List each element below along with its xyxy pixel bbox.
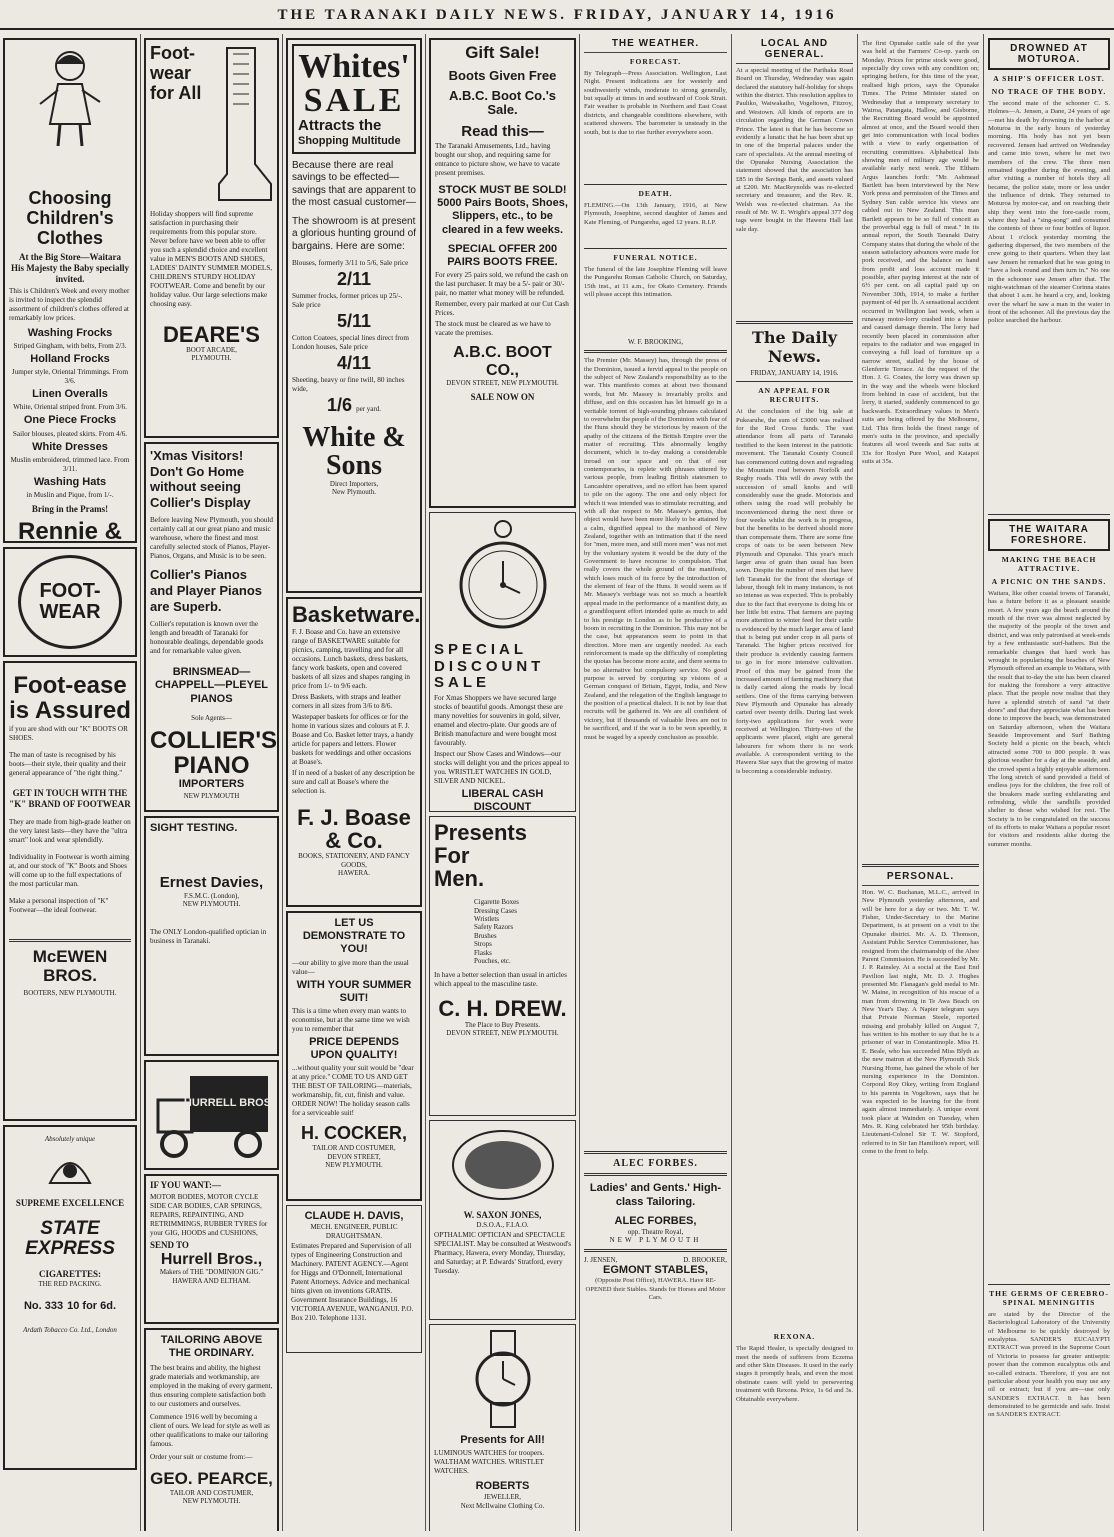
rennie-item: Washing Hats — [33, 475, 107, 488]
pearce-city: NEW PLYMOUTH. — [182, 1497, 241, 1506]
jones-name: W. SAXON JONES, — [463, 1210, 542, 1220]
hurrell-truck-ad — [144, 1060, 279, 1170]
local-body: At a special meeting of the Parihaka Road Board on Thursday, Wednesday was again declared the statutory half-holiday for shops within the district. This resolution applies to Pauliko, Waiwakaiho, Vogeltown, Fitzroy, and Westown. All kinds of reports are in circulation regarding the German Crown Prince. The latest is that he has become so evidently a lunatic that he has been shut up in one of the Imperial palaces under the care of specialists. At the annual meeting of the Opunake Nursing Association the statement showed that the association has £85 in the Savings Bank, and assets valued at £200. Mr. MacReynolds was re-elected secretary and treasurer, and the Rev. R. Welsh was re-elected chairman. As the result of Mr. W. E. Wright's appeal 377 dog tags were bought in the Hawera Hall last sale day. — [736, 67, 853, 233]
se-sub: SUPREME EXCELLENCE — [15, 1198, 125, 1209]
whites-price-3: 4/11 — [336, 352, 372, 373]
boase-sub: BOOKS, STATIONERY, AND FANCY GOODS, — [298, 852, 410, 869]
roberts-ad: Presents for All! LUMINOUS WATCHES for troopers. WALTHAM WATCHES. WRISTLET WATCHES. ROBERTS JEWELLER, Next McIlwaine Clothing Co. — [429, 1324, 576, 1531]
collier-pianos: Collier's Pianos and Player Pianos are Superb. — [150, 567, 262, 614]
funeral-body: The funeral of the late Josephine Fleming will leave the Pungarehu Roman Catholic Church, on Saturday, 15th inst., at 11 a.m., for Okato Cemetery. Friends will please accept this intimation. — [584, 266, 727, 299]
davis-ad: CLAUDE H. DAVIS, MECH. ENGINEER, PUBLIC DRAUGHTSMAN. Estimates Prepared and Supervision of all types of Engineering Construction and Machinery. PATENT AGENCY.—Agent for Higgs and O'Donnell, International Patent Attorneys. Advice and mechanical hints given on inventions GRATIS. Government Insurance Buildings, 16 VICTORIA AVENUE, WANGANUI. P.O. Box 210. Telephone 1131. — [286, 1205, 422, 1353]
forbes-city: NEW PLYMOUTH — [609, 1236, 702, 1245]
bennett-liberal: LIBERAL CASH DISCOUNT — [461, 787, 544, 812]
whites-sub: Direct Importers, — [329, 479, 379, 488]
waitara-sub1: MAKING THE BEACH ATTRACTIVE. — [1001, 555, 1097, 573]
pearce-role: TAILOR AND COSTUMER, — [169, 1489, 254, 1498]
whites-sale: SALE — [303, 82, 405, 119]
boot-icon — [215, 44, 273, 204]
deare-brand: DEARE'S — [163, 322, 260, 347]
stables-right: D. BROOKER, — [683, 1255, 727, 1264]
cocker-street: DEVON STREET, — [327, 1152, 381, 1161]
waitara-body: Waitara, like other coastal towns of Taranaki, has a future before it as a pleasant seaside resort. A few years ago the beach around the mouth of the river was almost neglected by the majority of the people of the town and district, and was only patronised at week-ends by a few enthusiastic surf-bathers. But the remarkable changes that hard work has wrought in popularising the beaches of New Plymouth offered an example to Waitara, with the result that to-day the site has been cleared for making the foreshore a very attractive place. That the people now realise that they have a splendid stretch of sand "at their doors" and that they appreciate what has been done to improve the beach, was demonstrated on Saturday afternoon, when the Waitara Seaside Improvement and Surf Bathing Society held a picnic on the beach, which attracted some 700 to 800 people. It was glorious weather for a day at the seaside, and the crowd spent a highly enjoyable afternoon. The long stretch of sand provided a field of endless joys for the children, the free roll of the breakers made surfing exhilarating and refreshing, while the sandhills provided shelter to those who wished for rest. The Society is to be congratulated on the success of its efforts to make Waitara a popular resort for visitors and residents alike during the summer months. — [988, 590, 1110, 848]
cocker-city: NEW PLYMOUTH. — [325, 1160, 383, 1169]
cocker-price: PRICE DEPENDS UPON QUALITY! — [309, 1035, 399, 1062]
column-7 — [858, 34, 984, 1531]
hurrell-send: SEND TO — [150, 1239, 189, 1250]
sight-testing-ad: SIGHT TESTING. Ernest Davies, F.S.M.C. (London), NEW PLYMOUTH. The ONLY London-qualified optician in business in Taranaki. — [144, 816, 279, 1056]
dailynews-masthead: The Daily News. — [752, 328, 837, 366]
drowned-sub1: A SHIP'S OFFICER LOST. — [993, 74, 1105, 83]
column-4 — [426, 34, 580, 1531]
drew-for: For — [434, 843, 470, 869]
waitara-title: THE WAITARA FORESHORE. — [988, 519, 1110, 551]
drew-item: Cigarette Boxes — [474, 898, 519, 907]
abc-now: SALE NOW ON — [470, 391, 535, 402]
cocker-role: TAILOR AND COSTUMER, — [312, 1144, 396, 1153]
whites-brand: Whites' — [298, 48, 410, 85]
jones-quals: D.S.O.A., F.I.A.O. — [476, 1220, 529, 1229]
rexona-body: The Rapid Healer, is specially designed to meet the needs of sufferers from Eczema and other Skin Diseases. It used in the early stages it promptly heals, and even the most obstinate cases will yield to persevering treatment with Rexona. Price, 1s 6d and 3s. Obtainable everywhere. — [736, 1345, 853, 1403]
whites-ad: Whites' SALE Attracts the Shopping Multitude Because there are real savings to be effected—savings that are apparent to the most casual customer— The showroom is at present a glorious hunting ground of bargains. Here are some: Blouses, formerly 3/11 to 5/6, Sale price 2/11 Summer frocks, former prices up 25/-. Sale price 5/11 Cotton Coatees, special lines direct from London houses, Sale price 4/11 Sheeting, heavy or fine twill, 80 inches wide, 1/6 per yard. White & Sons Direct Importers, New Plymouth. — [286, 38, 422, 593]
column-2 — [141, 34, 283, 1531]
collier-city: NEW PLYMOUTH — [183, 791, 240, 800]
se-price: 10 for 6d. — [67, 1300, 117, 1313]
newspaper-masthead: THE TARANAKI DAILY NEWS. FRIDAY, JANUARY 14, 1916 — [0, 0, 1114, 30]
cocker-ad: LET US DEMONSTRATE TO YOU! —our ability to give more than the usual value— WITH YOUR SUMMER SUIT! This is a time when every man wants to economise, but at the same time we wish you to remember that PRICE DEPENDS UPON QUALITY! ...without quality your suit would be "dear at any price." COME TO US AND GET THE BEST OF TAILORING—materials, workmanship, fit, cut, finish and value. ORDER NOW! The holiday season calls for a serviceable suit! H. COCKER, TAILOR AND COSTUMER, DEVON STREET, NEW PLYMOUTH. — [286, 911, 422, 1201]
collier-importers: IMPORTERS — [178, 778, 245, 791]
weather-body: By Telegraph—Press Association. Wellington, Last Night. Present indications are for westerly and southwesterly winds, moderate to strong generally, but squally at times in and southward of Cook Strait. Fair weather is probable in Northern and East Coast districts, and changeable conditions elsewhere, with scattered showers. The barometer is unsteady in the south, but is due to rise further everywhere soon. — [584, 70, 727, 136]
column-8 — [984, 34, 1114, 1531]
column-5 — [580, 34, 732, 1531]
child-illustration-icon — [30, 44, 110, 154]
se-number: No. 333 — [23, 1300, 64, 1313]
rennie-item: White Dresses — [32, 440, 108, 453]
rennie-item: One Piece Frocks — [23, 414, 117, 427]
se-top: Absolutely unique — [44, 1135, 96, 1143]
rennie-headline: Choosing Children's Clothes — [26, 188, 114, 248]
abc-read: Read this— — [461, 122, 544, 140]
abc-brand: A.B.C. BOOT CO., — [453, 344, 552, 379]
mcewen-brand: McEWEN BROS. — [32, 946, 108, 985]
footease-headline-2: is Assured — [9, 697, 131, 725]
death-body: FLEMING.—On 13th January, 1916, at New Plymouth, Josephine, second daughter of James and Kate Fleming, of Pungarehu, aged 12 years. R.I.P. — [584, 202, 727, 226]
hurrell-title: IF YOU WANT:— — [150, 1180, 222, 1190]
stables-body: (Opposite Post Office), HAWERA. Have RE-OPENED their Stables. Stands for Horses and Motor Cars. — [585, 1277, 726, 1302]
footwear-circle-icon — [18, 555, 122, 649]
forbes-name: ALEC FORBES. — [613, 1158, 698, 1170]
funeral-undertaker: W. F. BROOKING, — [628, 338, 683, 346]
drew-street: DEVON STREET, NEW PLYMOUTH. — [446, 1028, 559, 1037]
basketware-title: Basketware. — [292, 602, 421, 627]
collier-agents: Sole Agents— — [191, 713, 232, 722]
rennie-item: Washing Frocks — [27, 326, 113, 339]
truck-icon — [152, 1066, 272, 1162]
drew-ad: Presents For Men. Cigarette Boxes Dressing Cases Wristlets Safety Razors Brushes Strops Flasks Pouches, etc. In have a better selection than usual in articles which appeal to the masculine taste. C. H. DREW. The Place to Buy Presents. DEVON STREET, NEW PLYMOUTH. — [429, 816, 576, 1116]
drowned-title: DROWNED AT MOTUROA. — [988, 38, 1110, 70]
hurrell-ad: IF YOU WANT:— MOTOR BODIES, MOTOR CYCLE SIDE CAR BODIES, CAR SPRINGS, REPAIRS, REPAINTING, AND RETRIMMINGS, RUBBER TYRES for your GIG, HOODS and CUSHIONS, SEND TO Hurrell Bros., Makers of THE "DOMINION GIG." HAWERA AND ELTHAM. — [144, 1174, 279, 1324]
se-brand: STATE EXPRESS — [25, 1218, 115, 1260]
sight-name: Ernest Davies, — [159, 874, 264, 892]
collier-ad: 'Xmas Visitors! Don't Go Home without seeing Collier's Display Before leaving New Plymouth, you should certainly call at our great piano and music warehouse, where the finest and most carefully selected stock of Pianos, Player-Pianos, Organs, and Music is to be seen. Collier's Pianos and Player Pianos are Superb. Collier's reputation is known over the length and breadth of Taranaki for honourable dealings, dependable goods and for remarkable value given. BRINSMEAD—CHAPPELL—PLEYEL PIANOS Sole Agents— COLLIER'S PIANO IMPORTERS NEW PLYMOUTH — [144, 442, 279, 812]
collier-brinsmead: BRINSMEAD—CHAPPELL—PLEYEL PIANOS — [154, 666, 269, 705]
death-title: DEATH. — [638, 189, 673, 198]
drew-brand: C. H. DREW. — [438, 996, 567, 1022]
footwear-logo-text: FOOT-WEAR — [39, 580, 101, 623]
sight-title: SIGHT TESTING. — [150, 822, 238, 834]
crest-icon — [40, 1143, 100, 1193]
hurrell-brand: Hurrell Bros., — [160, 1250, 263, 1268]
appeal-body: At the conclusion of the big sale at Pukearuhe, the sum of £3000 was realised for the Red Cross funds. The vast attendance from all parts of Taranaki testified to the keen interest in the patriotic movement. The Taranaki County Council has commenced cutting down and regrading the Mountain road between Norfolk and Rugby roads. This will do away with the succession of small knobs and will considerably ease the grade. Motorists and others using the road will probably be inconvenienced during the next three or four weeks whilst the work is in progress, but the benefits to be derived should more than compensate them. There are some fine crops of oats to be seen between New Plymouth and Opunake. This year's much larger area of grain than usual has been sown. Despite the number of men that have left Taranaki for the front the shortage of labour, though felt in many instances, is not so intense as was expected. This is probably due to the fact that everyone is doing his or her little bit extra. That farmers are paying more attention to winter feed for their cattle is evidenced by the much larger area of land that is being put under crop in all parts of Taranaki. The higher prices received for their produce is evidently causing farmers to go in for more intensive cultivation. Proof of this may be gained from the increased amount of farming machinery that is daily carted along the roads by local settlers. One of the firms carrying between New Plymouth and Opunake has already carted over twenty drills. During last week forty-two applications for work were received at Wellington. Thirty-two of the applicants were placed, eight are general labourers for whom there is no work available. A correspondent writing to the Hawera Star says that the growing of maize is becoming a considerable industry. — [736, 408, 853, 775]
se-pack: THE RED PACKING. — [38, 1279, 102, 1288]
whites-city: New Plymouth. — [332, 487, 376, 496]
drew-item: Brushes — [474, 931, 497, 940]
whites-attracts: Attracts the — [298, 117, 382, 134]
funeral-title: FUNERAL NOTICE. — [613, 253, 698, 262]
appeal-title: AN APPEAL FOR RECRUITS. — [758, 386, 831, 405]
hurrell-makers: Makers of THE "DOMINION GIG." — [159, 1268, 264, 1277]
sight-quals: F.S.M.C. (London), — [183, 891, 240, 900]
se-maker: Ardath Tobacco Co. Ltd., London — [23, 1326, 117, 1335]
boase-brand: F. J. Boase & Co. — [297, 805, 411, 854]
footease-touch: GET IN TOUCH WITH THE "K" BRAND OF FOOTWEAR — [9, 788, 131, 810]
whites-price-4: 1/6 — [327, 394, 353, 415]
sight-city: NEW PLYMOUTH. — [182, 900, 241, 909]
whites-logo: White & Sons — [302, 421, 406, 481]
truck-label: HURRELL BROS. — [183, 1097, 272, 1109]
recruits-article-body: The Premier (Mr. Massey) has, through the press of the Dominion, issued a fervid appeal to the people on the subject of New Zealand's responsibility as to the war. This manifesto comes at about two thousand words, but Mr. Massey is invariably prolix and diffuse, and on this occasion has let himself go in a veritable torrent of high-sounding phrases calculated to overwhelm the people of the Dominion with fear of the Huns should they be victorious by reason of the apathy of the citizens of the British Empire over the matter of recruiting. This abnormally lengthy document, which is to-day making a considerable inroad on our space and on that of our contemporaries, is replete with phrases uttered by various people, from leading British statesmen to Lancashire operatives, and no effort has been spared to pile on the agony. The one and only object for which it was intended was to stimulate recruiting, and with all due respect to Mr. Massey's genius, that object would have been more likely to be attained by a calm, dignified appeal to the manhood of New Zealand, together with an intimation that if the need for "men, more men, and still more men" was not met by the voluntary system it would be the duty of the Government to have recourse to compulsion. That really covers the whole ground of the manifesto, which loses much of its force by the introduction of the element of fear of the Huns. It would seem as if Mr. Massey's verbiage was not so much a heartfelt appeal made in the performance of a manifest duty, as a grandiloquent effort intended quite as much to add to his prestige in London as to be productive of a boom in recruiting in the Dominion. This may not be the case, but appearances seem to point in that direction. More men are urgently needed. As each reinforcement is made up the difficulty of completing the quotas has become more acute, and there seems to be no alternative but compulsory service. No good purpose is served by conjuring up visions of a German conquest of Britain, Egypt, India, and New Zealand, and the relegation of the English language to the position of a practical dialect. It is not by fear that recruits will be gathered in. We are all confident of victory, but if thousands of valuable lives are not to be sacrificed, and if the war is to be won speedily, it must be waged by a speedy conclusion as possible. — [584, 357, 728, 741]
rennie-ad: Choosing Children's Clothes At the Big Store—Waitara His Majesty the Baby specially invited. This is Children's Week and every mother is invited to inspect the splendid assortment of children's clothes offered at remarkably low prices. Washing Frocks Striped Gingham, with belts, From 2/3. Holland Frocks Jumper style, Oriental Trimmings. From 3/6. Linen Overalls White, Oriental striped front. From 3/6. One Piece Frocks Sailor blouses, pleated skirts. From 4/6. White Dresses Muslin embroidered, trimmed lace. From 3/11. Washing Hats in Muslin and Pique, from 1/-. Bring in the Prams! Rennie & — [3, 38, 137, 543]
stables-left: J. JENSEN, — [584, 1255, 618, 1264]
rennie-item: Holland Frocks — [30, 352, 110, 365]
drew-item: Strops — [474, 940, 492, 949]
state-express-ad — [3, 1125, 137, 1470]
whites-price-1: 2/11 — [336, 269, 372, 290]
deare-sub: BOOT ARCADE, — [186, 346, 237, 355]
waitara-sub2: A PICNIC ON THE SANDS. — [991, 577, 1107, 586]
personal-title: PERSONAL. — [862, 871, 979, 886]
abc-at: A.B.C. Boot Co.'s Sale. — [448, 87, 557, 118]
boase-city: HAWERA. — [338, 869, 370, 878]
pearce-ad: TAILORING ABOVE THE ORDINARY. The best brains and ability, the highest grade materials and workmanship, are employed in the making of every garment, thus ensuring complete satisfaction both to our customers and ourselves. Commence 1916 well by becoming a client of ours. We lead for style as well as other qualifications to make our tailoring famous. Order your suit or costume from:— GEO. PEARCE, TAILOR AND COSTUMER, NEW PLYMOUTH. — [144, 1328, 279, 1531]
rennie-prams: Bring in the Prams! — [31, 503, 109, 514]
roberts-role: JEWELLER, — [483, 1493, 522, 1502]
davis-role: MECH. ENGINEER, PUBLIC DRAUGHTSMAN. — [310, 1223, 398, 1240]
deare-title-2: wear — [150, 62, 192, 83]
se-cig: CIGARETTES: — [38, 1269, 101, 1280]
bennett-special: SPECIAL DISCOUNT SALE — [434, 641, 545, 691]
hurrell-town: HAWERA AND ELTHAM. — [172, 1276, 251, 1285]
drew-tag: The Place to Buy Presents. — [464, 1020, 541, 1029]
collier-headline: 'Xmas Visitors! Don't Go Home without seeing Collier's Display — [150, 448, 251, 510]
deare-title-3: for All — [150, 82, 202, 103]
rennie-brand: Rennie & — [17, 517, 122, 543]
drew-list — [474, 898, 571, 965]
drowned-body: The second mate of the schooner C. S. Holmes—A. Jensen, a Dane, 24 years of age—met his death by drowning in the harbor at Moturoa in the early hours of yesterday morning. His body has not yet been recovered. Jensen had arrived on Wednesday and came into town, where he met two members of the crew. The three men remained together during the evening, and after visiting a number of hotels they all became, the police state, more or less under the influence of drink. They returned to Moturoa by motor-car, and on reaching their ship they went into the fore-castle room, where they had a "sing-song" and consumed the contents of three or four bottles of liquor. About 1 o'clock yesterday morning the gathering dispersed, the two members of the crew going to their quarters. When they last saw Jensen he remarked that he was going to "have a look round and then turn in." No one in the schooner saw Jensen after that. The night-watchman of the steamer Corinna states that about 1 a.m. he heard a cry, and, looking over the wharf he saw a man in the water in front of the schooner. All the previous day the police searched the harbour. — [988, 100, 1110, 325]
drew-item: Flasks — [474, 948, 492, 957]
abc-boot-ad: Gift Sale! Boots Given Free A.B.C. Boot Co.'s Sale. Read this— The Taranaki Amusements, Ltd., having bought our shop, and requiring same for entrance to picture show, we have to vacate present premises. STOCK MUST BE SOLD! 5000 Pairs Boots, Shoes, Slippers, etc., to be cleared in a few weeks. SPECIAL OFFER 200 PAIRS BOOTS FREE. For every 25 pairs sold, we refund the cash on the last purchaser. It may be a 5/- pair or 30/- pair, no matter what money will be refunded. Remember, every pair marked at our Cut Cash Prices. The stock must be cleared as we have to vacate the premises. A.B.C. BOOT CO., DEVON STREET, NEW PLYMOUTH. SALE NOW ON — [429, 38, 576, 508]
bennett-ad: SPECIAL DISCOUNT SALE For Xmas Shoppers we have secured large stocks of beautiful goods. Amongst these are many novelties for souvenirs in gold, silver, enamel and electro-plate. Our goods are of British manufacture and were bought most favourably. Inspect our Show Cases and Windows—our stocks will delight you and the prices appeal to you. WRISTLET WATCHES IN GOLD, SILVER AND NICKEL. LIBERAL CASH DISCOUNT — [429, 512, 576, 812]
weather-forecast: FORECAST. — [629, 57, 682, 66]
column-3 — [283, 34, 426, 1531]
forbes-addr: opp. Theatre Royal, — [627, 1227, 684, 1236]
wristwatch-icon — [463, 1329, 543, 1429]
rennie-intro: This is Children's Week and every mother is invited to inspect the splendid assortment of children's clothes offered at remarkably low prices. — [9, 286, 130, 322]
abc-stock: STOCK MUST BE SOLD! 5000 Pairs Boots, Shoes, Slippers, etc., to be cleared in a few weeks. — [437, 184, 568, 236]
pearce-title: TAILORING ABOVE THE ORDINARY. — [160, 1334, 263, 1360]
whites-per: per yard. — [356, 404, 381, 413]
rexona-title: REXONA. — [773, 1332, 816, 1342]
column-6 — [732, 34, 858, 1531]
whites-multitude: Shopping Multitude — [298, 134, 401, 147]
abc-street: DEVON STREET, NEW PLYMOUTH. — [446, 379, 559, 388]
abc-boots: Boots Given Free — [448, 67, 557, 83]
deare-city: PLYMOUTH. — [191, 354, 232, 363]
whites-price-2: 5/11 — [336, 310, 372, 331]
mcewen-address: BOOTERS, NEW PLYMOUTH. — [23, 989, 117, 998]
drew-item: Safety Razors — [474, 923, 514, 932]
personal-body: Hon. W. C. Buchanan, M.L.C., arrived in New Plymouth yesterday afternoon, and will be here for a day or two. Mr. T. W. Fisher, Under-Secretary to the Marine Department, is at present on a visit to the Opunake district. Mr. A. D. Thomson, Assistant Public Service Commissioner, has resigned from the chairmanship of the Ahee Parent Commission. He is succeeded by Mr. J. P. Rainsley. At a social at the East End Pavilion last night, Mr. D. J. Hughes presented Mr. Flanagan's gold medal to Mr. W. Maine, in recognition of his rescue of a man from drowning in Te Awa Beach on New Year's Day. A Napier telegram says that Private Norman Steele, reported missing and probably killed on August 7, has written to his mother to say that he is a prisoner of war in Constantinople. Miss H. E. Beale, who has succeeded Miss Blyth as the new matron at the New Plymouth Sick Nursing Home, has gained the whole of her nursing experience in the Dominion. Corporal Roy Okey, writing from England to his parents in Vogeltown, says that he was expected to be leaving for the front again almost immediately. A unique event took place at Wainden on Tuesday, when Mrs. R. King celebrated her 95th birthday. Lieutenant-Colonel Sir T. W. Stopford, referred to in Sir Ian Hamilton's report, will come to the front to help. — [862, 889, 979, 1156]
footease-headline: Foot-ease — [13, 672, 127, 699]
forbes-brand: ALEC FORBES, — [614, 1214, 697, 1227]
basketware-ad: Basketware. F. J. Boase and Co. have an extensive range of BASKETWARE suitable for picnics, camping, travelling and for all occasions. Lunch baskets, dress baskets, fancy work baskets, open and covered baskets of all sizes and shapes ranging in price from 1/- to 9/6 each. Dress Baskets, with straps and leather corners in all sizes from 3/6 to 8/6. Wastepaper baskets for offices or for the home in various sizes and colours at F. J. Boase and Co. Basket letter trays, a handy article for papers and letters. Flower baskets for weddings and other occasions at Boase's. If in need of a basket of any description be sure and call at Boase's where the selection is. F. J. Boase & Co. BOOKS, STATIONERY, AND FANCY GOODS, HAWERA. — [286, 597, 422, 907]
cocker-summer: WITH YOUR SUMMER SUIT! — [296, 978, 412, 1004]
abc-gift: Gift Sale! — [465, 43, 540, 62]
germs-body: are stated by the Director of the Bacteriological Laboratory of the University of Melbourne to be quickly destroyed by eucalyptus. SANDER'S EUCALYPTI EXTRACT was proved in the Supreme Court of Victoria to possess far greater antiseptic power than the common eucalyptus oils and so-called extracts. Therefore, if you are not particular about your health you may use any oil or extract; but if you are—use only SANDER'S EXTRACT. It has been demonstrated to be germicide and safe. Insist on SANDER'S EXTRACT. — [988, 1311, 1110, 1419]
footease-ad: Foot-ease is Assured if you are shod with our "K" BOOTS OR SHOES. The man of taste is recognised by his boots—their style, their quality and their general appearance of "the right thing." GET IN TOUCH WITH THE "K" BRAND OF FOOTWEAR They are made from high-grade leather on the very latest lasts—they have the "ultra smart" look and wear splendidly. Individuality in Footwear is worth aiming at, and our stock of "K" Boots and Shoes will come up to the full expectations of the most particular man. Make a personal inspection of "K" Footwear—the ideal footwear. McEWEN BROS. BOOTERS, NEW PLYMOUTH. — [3, 661, 137, 1121]
davis-name: CLAUDE H. DAVIS, — [304, 1210, 404, 1222]
rennie-location: At the Big Store—Waitara — [18, 252, 122, 263]
weather-title: THE WEATHER. — [584, 38, 727, 53]
drew-item: Pouches, etc. — [474, 957, 511, 966]
drew-presents: Presents — [434, 820, 527, 845]
local-continued-body: The first Opunake cattle sale of the year was held at the Farmers' Co-op. yards on Monday. Prices for prime stock were good, especially dry cows with any condition on; springing heifers, for this time of the year, realised high prices, says the Opunake Times. The Prime Minister stated on Wednesday that a temporary secretary to Wairoa, Patangata, Hallow, and Gisborne, the Recruiting Board would be appointed almost at once, and the Board would then get into communication with local bodies with a view to early organisation of recruiting committees. Alphabetical lists showing men of military age would be available early next week. The Eltham Argus launches forth: "Mr. Ashmead Bartlett has been interviewed by the New York press and permission of the Times and Sydney Sun cable service his views are cabled out to New Zealand. This man Bartlett appears to be so full of conceit as the proverbial egg is full of meat." In its annual report, the South Taranaki Dairy Company states that during the whole of the season satisfactory advances were made for pork received, and the balance on hand from profit and loss account made it possible, after paying interest at the rate of 6½ per cent. on all capital paid up on November 30th, 1914, to make a further payment of 4d per lb. A sensational accident occurred in Wellington last week, when a runaway motor-lorry crashed into a house and caused damage therein. The lorry had recently been placed in commission after repairs to the radiator and was engaged in conveying a full load of furniture up a narrow street, stalled by the house of Glenferrie Terrace. At the request of the Hon. J. G. Coates, the lorry was drawn up in the way and the wheels were blocked from behind in case of accident, but the lorry, it started, suddenly commenced to go backwards. Extraordinary values in Men's suits are being offered by the Melbourne, Ltd. This firm holds the finest range of men's suits in the province, and specially features all wool tweeds and Sac suits at 33s for Roslyn Pure Wool, and Kaiapoi suits at 35s. — [862, 40, 979, 465]
column-1 — [0, 34, 141, 1531]
local-title: LOCAL AND GENERAL. — [736, 38, 853, 64]
roberts-addr: Next McIlwaine Clothing Co. — [460, 1501, 545, 1510]
deare-ad: Foot- wear for All Holiday shoppers will find supreme satisfaction in purchasing their requirements from this popular store. Never before have we been able to offer you such a splendid choice and excellent value in MEN'S BOOTS AND SHOES, LADIES' DAINTY SUMMER MODELS, CHILDREN'S STURDY HOLIDAY FOOTWEAR. Come and benefit by our holiday value. Our large selections make choosing easy. DEARE'S BOOT ARCADE, PLYMOUTH. — [144, 38, 279, 438]
rennie-royal: His Majesty the Baby specially invited. — [11, 263, 129, 284]
forbes-tag: Ladies' and Gents.' High-class Tailoring. — [589, 1182, 722, 1208]
glasses-icon — [448, 1125, 558, 1205]
stables-name: EGMONT STABLES, — [603, 1264, 708, 1277]
drew-item: Wristlets — [474, 915, 499, 924]
germs-title: THE GERMS OF CEREBRO-SPINAL MENINGITIS — [989, 1289, 1109, 1307]
drew-men: Men. — [434, 866, 485, 892]
jones-ad: W. SAXON JONES, D.S.O.A., F.I.A.O. OPTHALMIC OPTICIAN and SPECTACLE SPECIALIST. May be consulted at Westwood's Pharmacy, Hawera, every Monday, Thursday, and Saturday; at P. Edwards' Stratford, every Tuesday. — [429, 1120, 576, 1320]
collier-brand: COLLIER'S PIANO — [150, 727, 278, 780]
rennie-item: Linen Overalls — [32, 388, 108, 401]
footwear-logo-ad — [3, 547, 137, 657]
drew-item: Dressing Cases — [474, 906, 517, 915]
cocker-title: LET US DEMONSTRATE TO YOU! — [302, 917, 406, 956]
cocker-brand: H. COCKER, — [300, 1123, 407, 1144]
drowned-sub2: NO TRACE OF THE BODY. — [991, 87, 1107, 96]
pocket-watch-icon — [458, 517, 548, 637]
dailynews-date: FRIDAY, JANUARY 14, 1916. — [750, 369, 839, 377]
pearce-brand: GEO. PEARCE, — [150, 1469, 273, 1489]
footease-sub: if you are shod with our "K" BOOTS OR SHOES. — [9, 725, 128, 743]
roberts-brand: ROBERTS — [475, 1480, 530, 1493]
abc-offer: SPECIAL OFFER 200 PAIRS BOOTS FREE. — [447, 242, 558, 269]
deare-title: Foot- — [150, 43, 195, 63]
roberts-title: Presents for All! — [460, 1434, 545, 1446]
